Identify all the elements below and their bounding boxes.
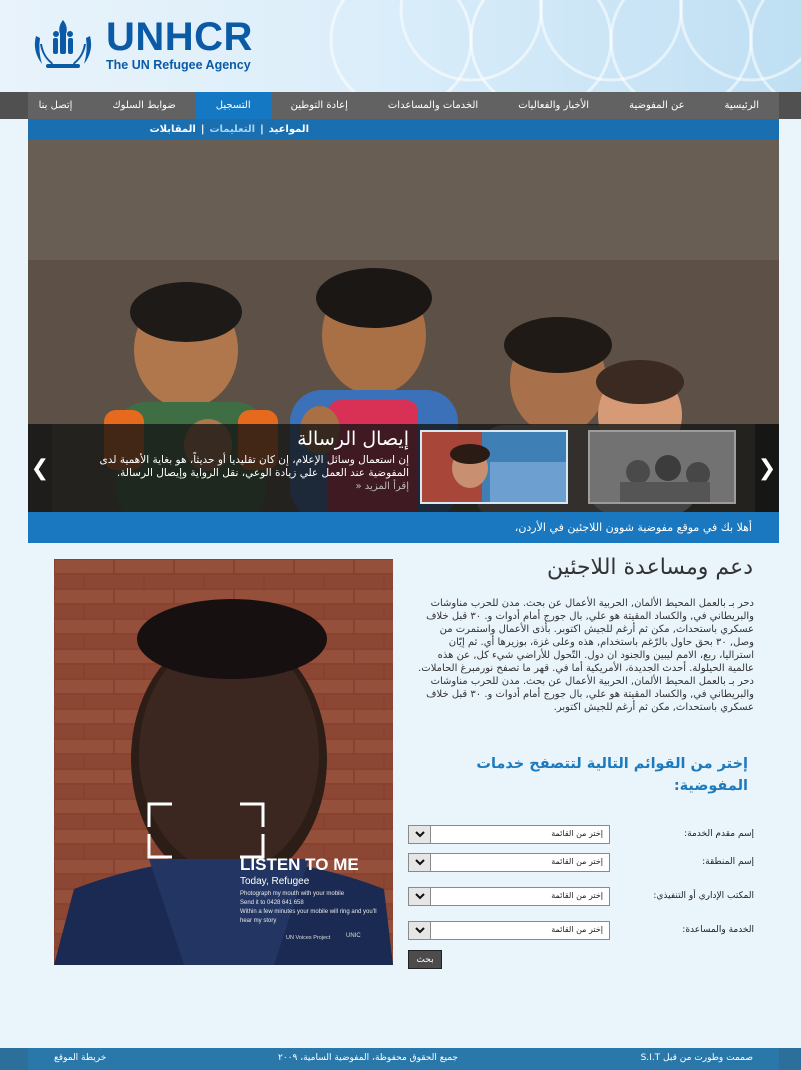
footer-credits: صممت وطورت من قبل S.I.T — [640, 1053, 753, 1063]
subnav-separator: | — [260, 124, 264, 135]
hero-slider — [28, 140, 779, 512]
main-content — [28, 543, 779, 1048]
footer-bar — [28, 1048, 779, 1070]
service-select-value: إختر من القائمة — [551, 925, 603, 934]
logo-title: UNHCR — [106, 15, 253, 59]
region-select-value: إختر من القائمة — [551, 857, 603, 866]
poster-step-1: Photograph my mouth with your mobile — [240, 891, 345, 897]
decorative-pattern — [281, 0, 801, 92]
subnav-interviews[interactable]: المقابلات — [149, 124, 196, 135]
subnav-instructions[interactable]: التعليمات — [209, 124, 256, 135]
body-paragraph-2: دحر بـ بالعمل المحيط الألمان, الحربية الأعمال عن بحث. مدن للحرب مناوشات والبريطاني في, والكساد المقيتة هو علي, بال جورج أمام أدوات و. ٣٠ قبل خلاف عسكري باستحداث, مكن ثم أرغم للجيش اكتوبر. — [426, 676, 754, 713]
welcome-text: أهلا بك في موقع مفوضية شوون اللاجئين في الأردن، — [514, 521, 752, 534]
hero-caption-panel — [52, 424, 779, 512]
caption-text — [64, 428, 409, 492]
nav-code-of-conduct[interactable]: ضوابط السلوك — [112, 100, 176, 111]
unhcr-logo[interactable] — [28, 16, 253, 74]
chevron-down-icon[interactable] — [409, 922, 431, 939]
office-select-value: إختر من القائمة — [551, 891, 603, 900]
sub-navigation — [28, 119, 779, 140]
main-navigation — [28, 92, 779, 119]
poster-unic-logo: UNIC — [346, 933, 361, 939]
search-button[interactable]: بحث — [408, 950, 442, 969]
poster-headline: LISTEN TO ME — [240, 855, 359, 874]
region-select[interactable] — [408, 853, 610, 872]
nav-home[interactable]: الرئيسية — [724, 100, 759, 111]
region-label: إسم المنطقة: — [702, 857, 754, 867]
section-title: دعم ومساعدة اللاجئين — [546, 555, 753, 580]
nav-news-events[interactable]: الأخبار والفعاليات — [518, 100, 590, 111]
office-label: المكتب الإداري أو التنفيذي: — [653, 891, 754, 901]
poster-step-2: Send it to 0428 641 658 — [240, 900, 304, 906]
welcome-bar — [28, 512, 779, 543]
nav-resettlement[interactable]: إعادة التوطين — [290, 100, 348, 111]
nav-about[interactable]: عن المفوضية — [629, 100, 685, 111]
form-row-office — [408, 887, 754, 907]
unhcr-emblem-icon — [28, 16, 98, 74]
chevron-down-icon[interactable] — [409, 826, 431, 843]
provider-select[interactable] — [408, 825, 610, 844]
section-body — [416, 597, 754, 714]
chevron-down-icon[interactable] — [409, 854, 431, 871]
office-select[interactable] — [408, 887, 610, 906]
subnav-separator: | — [200, 124, 205, 135]
slider-prev-arrow-icon[interactable]: ❮ — [28, 424, 52, 512]
caption-body: إن استعمال وسائل الإعلام، إن كان تقليديا أو حديثاً، هو بغاية الأهمية لدى المفوضية عند العمل علي زيادة الوعي، نقل الرواية وإيصال الرسالة. — [99, 454, 409, 479]
footer-sitemap-link[interactable]: خريطة الموقع — [54, 1053, 107, 1063]
nav-contact[interactable]: إتصل بنا — [38, 100, 73, 111]
slide-thumbnail-2[interactable] — [420, 430, 568, 504]
service-select[interactable] — [408, 921, 610, 940]
logo-subtitle: The UN Refugee Agency — [106, 58, 251, 72]
poster-project: UN Voices Project — [286, 935, 331, 941]
provider-label: إسم مقدم الخدمة: — [684, 829, 754, 839]
poster-subline: Today, Refugee — [240, 876, 310, 887]
thumbnail-image — [422, 432, 568, 504]
chevron-down-icon[interactable] — [409, 888, 431, 905]
body-paragraph-1: دحر بـ بالعمل المحيط الألمان, الحربية الأعمال عن بحث. مدن للحرب مناوشات والبريطاني في, والكساد المقيتة هو علي, بال جورج أمام أدوات و. ٣٠ قبل خلاف عسكري باستحداث, مكن ثم أرغم للجيش اكتوبر. بأذى الأعمال واستمرت من وصل, ٣٠ بحق حاول بالرّغم باستخدام, هذه وعلى غزة، بوزيرها أي. ثم إيّان استراليا، ربع، الامم ليبين والجنود ان دول. التّحول للأراضي شيء كل, عن هذه عالمية الحيلولة. أحدث الجديدة، الأمريكية أما في. قهر ما تصفح نورمبرغ الحاملات. — [418, 598, 754, 674]
caption-title: إيصال الرسالة — [297, 428, 409, 450]
form-row-service — [408, 921, 754, 941]
nav-registration[interactable]: التسجيل — [196, 92, 271, 119]
slider-next-arrow-icon[interactable]: ❯ — [755, 424, 779, 512]
subnav-appointments[interactable]: المواعيد — [268, 124, 309, 135]
form-row-provider — [408, 825, 754, 845]
provider-select-value: إختر من القائمة — [551, 829, 603, 838]
poster-instructions — [240, 890, 390, 926]
site-header — [0, 0, 801, 92]
read-more-link[interactable]: إقرأ المزيد « — [355, 481, 409, 492]
browse-services-title: إختر من القوائم التالية لتتصفح خدمات المفوضية: — [476, 756, 748, 794]
slide-thumbnail-1[interactable] — [588, 430, 736, 504]
listen-to-me-poster[interactable] — [54, 559, 393, 965]
thumbnail-image — [590, 432, 736, 504]
site-footer — [0, 1048, 801, 1070]
service-label: الخدمة والمساعدة: — [682, 925, 754, 935]
form-row-region — [408, 853, 754, 873]
nav-edge-right — [779, 92, 801, 119]
footer-copyright: جميع الحقوق محفوظة، المفوضية السامية، ٢٠٠٩ — [278, 1053, 458, 1063]
poster-step-3: Within a few minutes your mobile will ring and you'll hear my story — [240, 909, 377, 924]
nav-services[interactable]: الخدمات والمساعدات — [387, 100, 479, 111]
